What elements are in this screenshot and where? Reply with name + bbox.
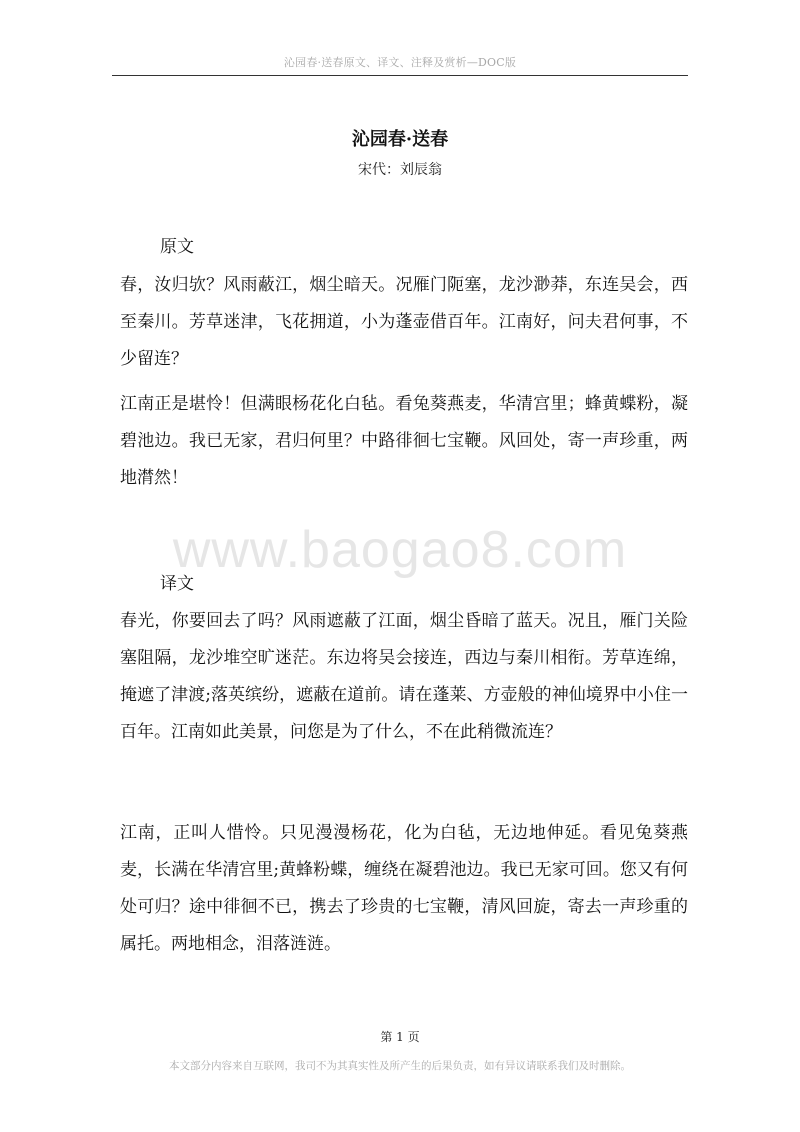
original-paragraph-2: 江南正是堪怜！但满眼杨花化白毡。看兔葵燕麦，华清宫里；蜂黄蝶粉，凝碧池边。我已无家，君归何里？中路徘徊七宝鞭。风回处，寄一声珍重，两地潸然！ [120, 394, 688, 488]
original-heading: 原文 [160, 237, 194, 257]
page-header: 沁园春·送春原文、译文、注释及赏析—DOC版 [283, 56, 517, 69]
translation-heading: 译文 [160, 574, 194, 594]
original-paragraph-1: 春，汝归欤？风雨蔽江，烟尘暗天。况雁门阨塞，龙沙渺莽，东连吴会，西至秦川。芳草迷津，飞花拥道，小为蓬壶借百年。江南好，问夫君何事，不少留连？ [120, 275, 688, 369]
header-divider [112, 75, 688, 76]
poem-author: 宋代：刘辰翁 [358, 162, 442, 178]
translation-paragraph-1: 春光，你要回去了吗？风雨遮蔽了江面，烟尘昏暗了蓝天。况且，雁门关险塞阻隔，龙沙堆空旷迷茫。东边将吴会接连，西边与秦川相衔。芳草连绵，掩遮了津渡;落英缤纷，遮蔽在道前。请在蓬莱、方壶般的神仙境界中小住一百年。江南如此美景，问您是为了什么，不在此稍微流连？ [120, 611, 688, 742]
poem-title: 沁园春·送春 [351, 129, 449, 150]
translation-paragraph-2: 江南，正叫人惜怜。只见漫漫杨花，化为白毡，无边地伸延。看见兔葵燕麦，长满在华清宫里;黄蜂粉蝶，缠绕在凝碧池边。我已无家可回。您又有何处可归？途中徘徊不已，携去了珍贵的七宝鞭，清风回旋，寄去一声珍重的属托。两地相念，泪落涟涟。 [120, 823, 688, 954]
footer-disclaimer: 本文部分内容来自互联网，我司不为其真实性及所产生的后果负责，如有异议请联系我们及时删除。 [169, 1060, 631, 1072]
watermark: www.baogao8.com [172, 521, 628, 579]
page-number: 第 1 页 [380, 1030, 420, 1044]
